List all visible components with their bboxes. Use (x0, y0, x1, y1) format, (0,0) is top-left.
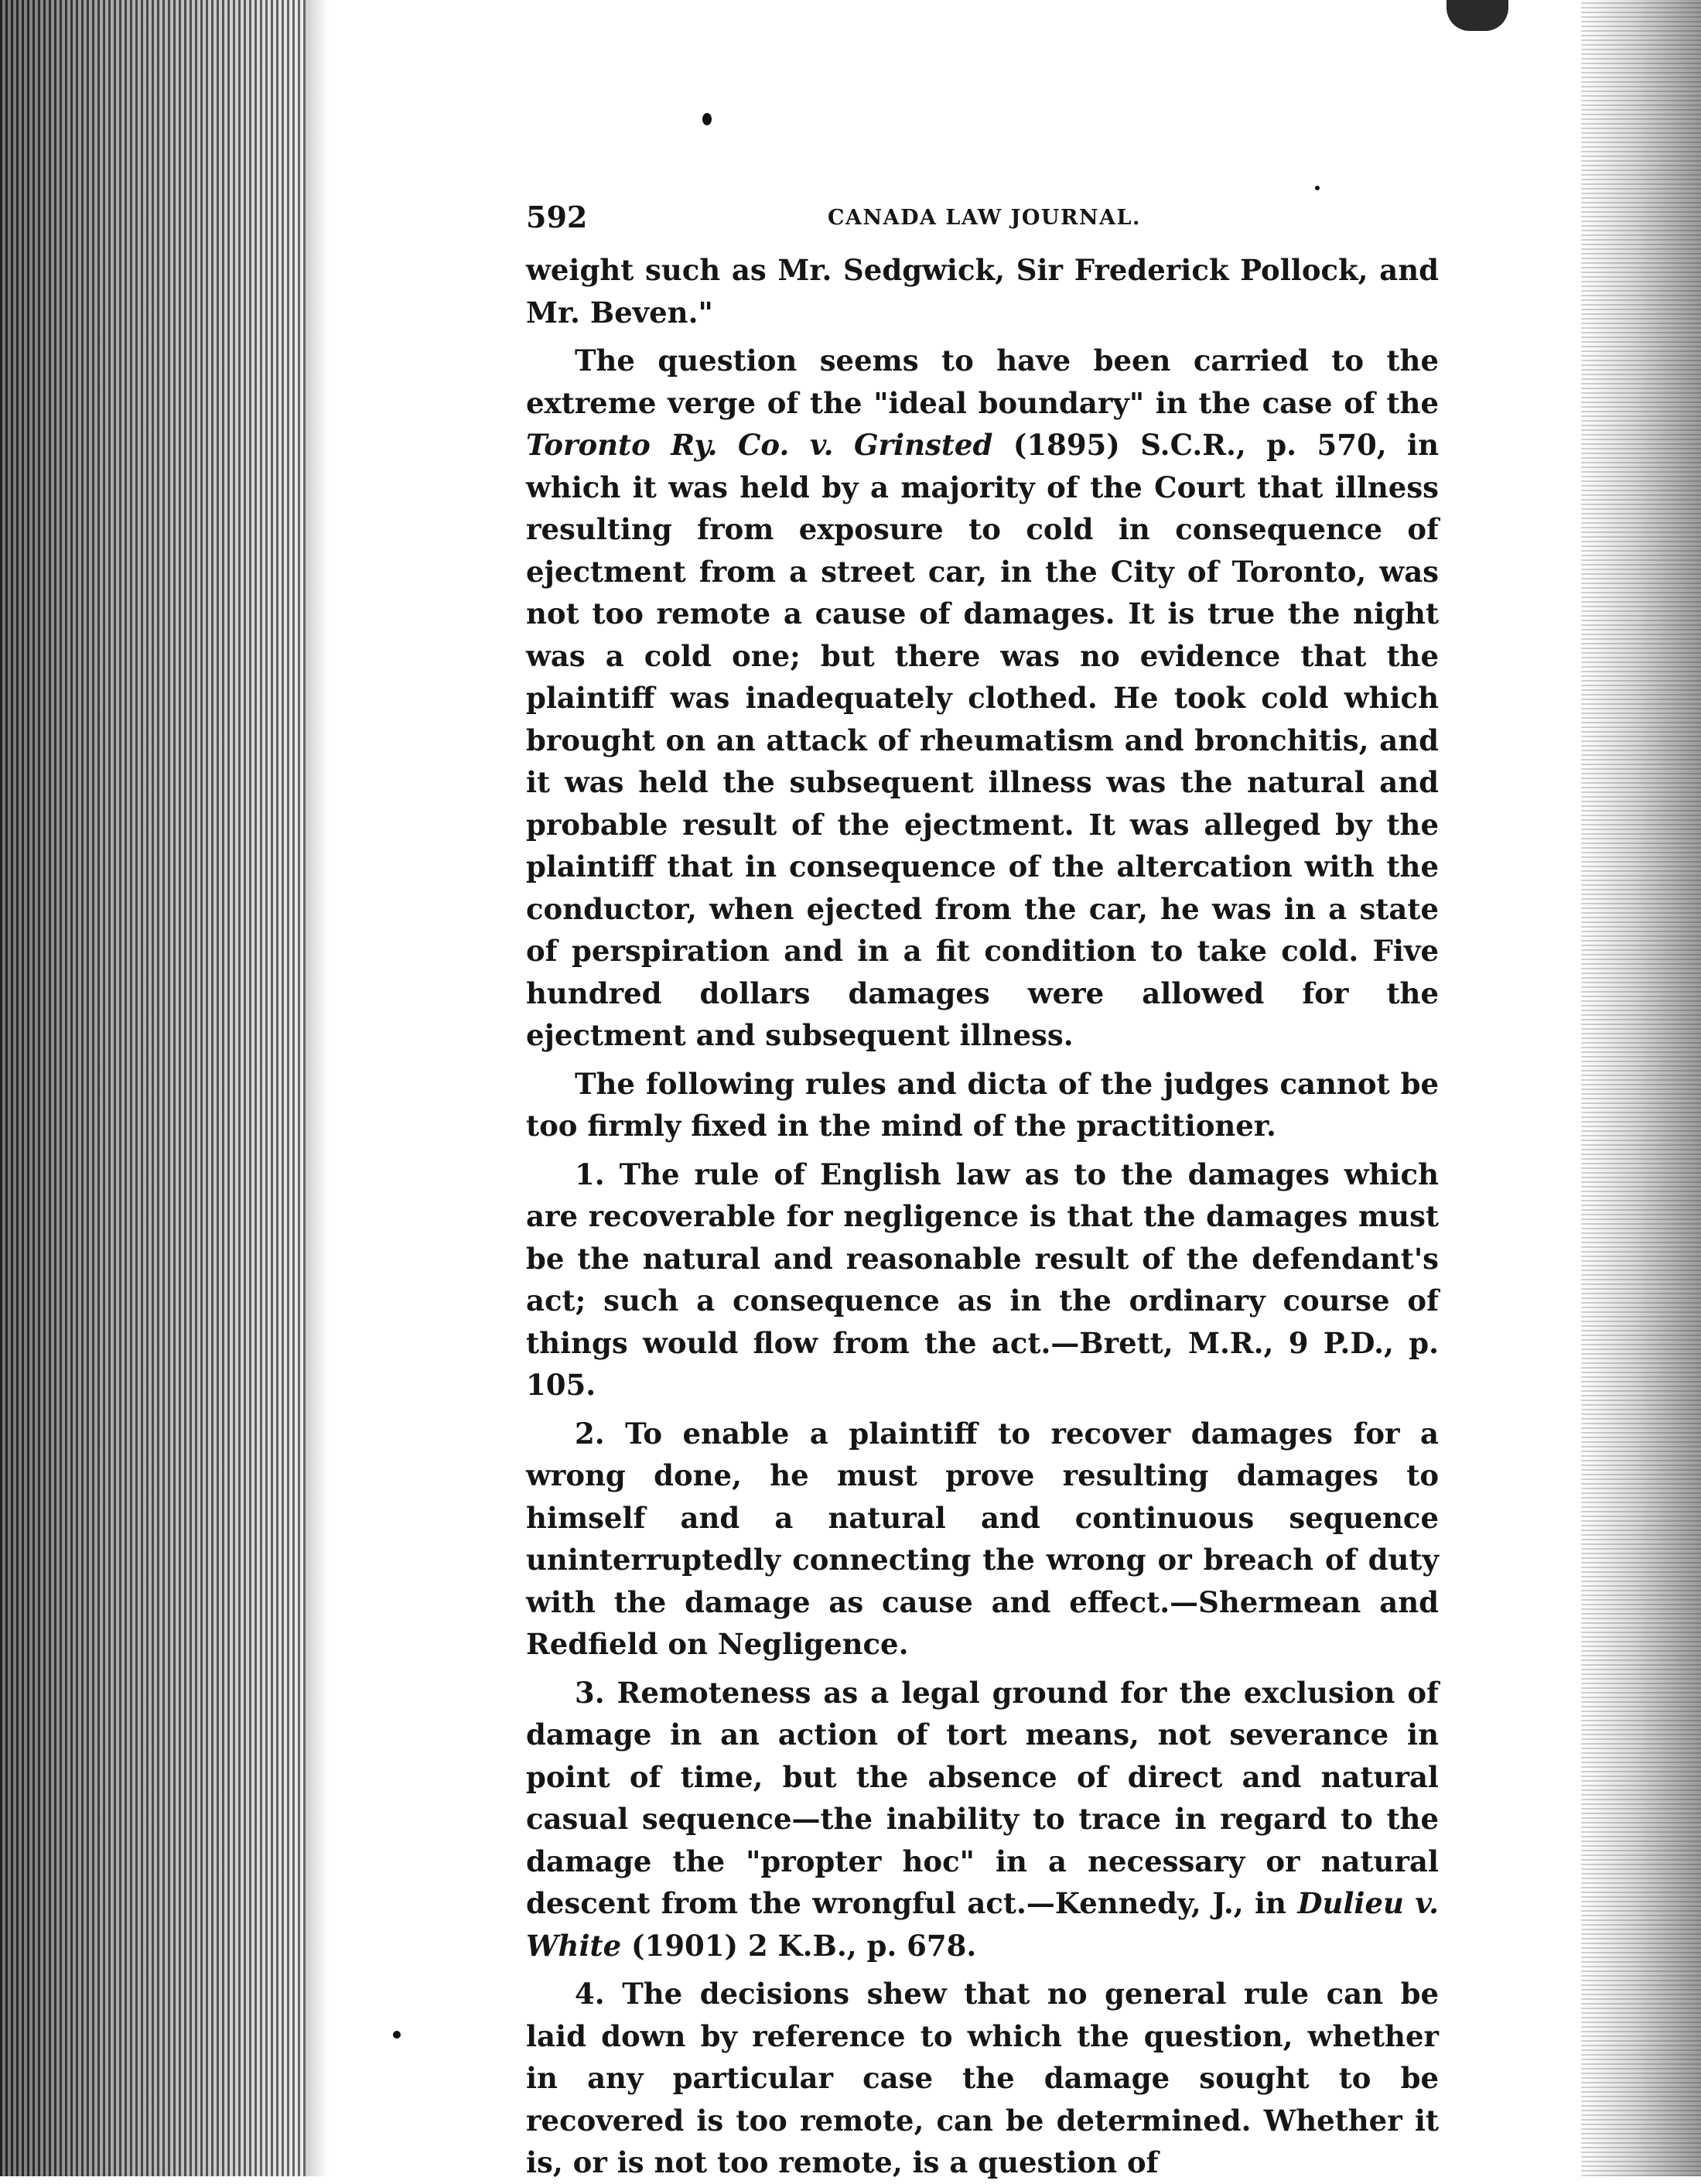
paragraph-continued: weight such as Mr. Sedgwick, Sir Frederick Pollock, and Mr. Beven." (526, 253, 1439, 330)
scan-blot (1447, 0, 1508, 31)
paragraph-rules-intro: The following rules and dicta of the judges cannot be too firmly fixed in the mind of the practitioner. (526, 1066, 1439, 1143)
scan-right-edge (1581, 0, 1701, 2176)
running-header (526, 200, 1439, 246)
scan-speck (393, 2031, 401, 2039)
paragraph-text: 3. Remoteness as a legal ground for the exclusion of damage in an action of tort means, not severance in point of time, but the absence of direct and natural casual sequence—the inability to trace in regard to the damage the "propter hoc" in a necessary or natural descent from the wrongful act.—Kennedy, J., in (526, 1675, 1439, 1920)
paragraph-text: (1895) S.C.R., p. 570, in which it was held by a majority of the Court that illness resulting from exposure to cold in consequence of ejectment from a street car, in the City of Toronto, was not too remote a cause of damages. It is true the night was a cold one; but there was no evidence that the plaintiff was inadequately clothed. He took cold which brought on an attack of rheumatism and bronchitis, and it was held the subsequent illness was the natural and probable result of the ejectment. It was alleged by the plaintiff that in consequence of the altercation with the conductor, when ejected from the car, he was in a state of perspiration and in a fit condition to take cold. Five hundred dollars damages were allowed for the ejectment and subsequent illness. (526, 428, 1439, 1052)
case-name: Toronto Ry. Co. v. Grinsted (526, 428, 993, 462)
scan-speck (702, 113, 712, 125)
scan-speck (1315, 186, 1320, 190)
page-content (526, 200, 1439, 2184)
page-number: 592 (526, 200, 588, 234)
paragraph-text: (1901) 2 K.B., p. 678. (621, 1928, 977, 1963)
paragraph-text: The question seems to have been carried to the extreme verge of the "ideal boundary" in the case of the (526, 343, 1439, 420)
rule-2: 2. To enable a plaintiff to recover damages for a wrong done, he must prove resulting damages to himself and a natural and continuous sequence uninterruptedly connecting the wrong or breach of duty with the damage as cause and effect.—Shermean and Redfield on Negligence. (526, 1416, 1439, 1661)
case-name: Dulieu v. White (526, 1886, 1439, 1963)
scan-gutter-shadow (306, 0, 329, 2176)
journal-title: CANADA LAW JOURNAL. (828, 206, 1141, 230)
rule-4: 4. The decisions shew that no general rule can be laid down by reference to which the question, whether in any particular case the damage sought to be recovered is too remote, can be determined. Whether it is, or is not too remote, is a question of (526, 1977, 1439, 2179)
rule-1: 1. The rule of English law as to the damages which are recoverable for negligence is that the damages must be the natural and reasonable result of the defendant's act; such a consequence as in the ordinary course of things would flow from the act.—Brett, M.R., 9 P.D., p. 105. (526, 1157, 1439, 1402)
scan-left-edge (0, 0, 306, 2176)
paragraph-grinsted-case (526, 340, 1439, 1057)
rule-3 (526, 1672, 1439, 1967)
